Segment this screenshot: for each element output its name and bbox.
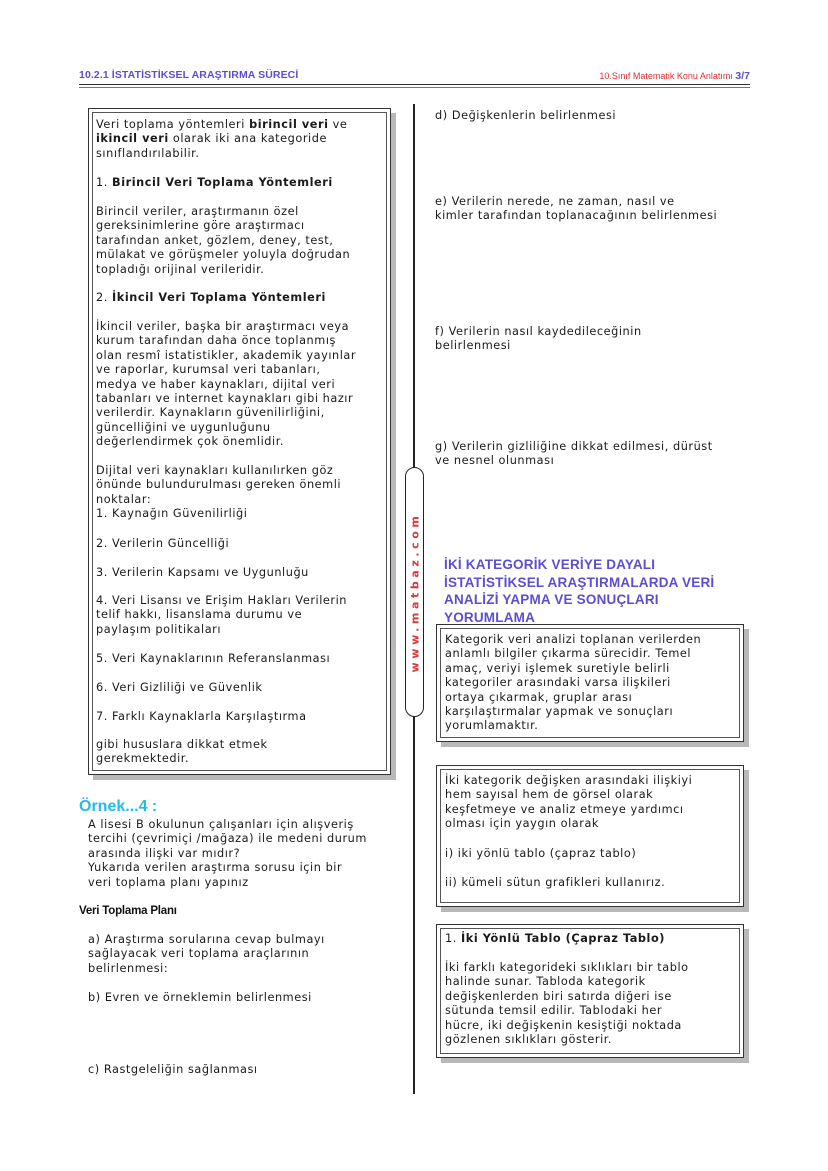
example-question: A lisesi B okulunun çalışanları için alışveriş tercihi (çevrimiçi /mağaza) ile medeni durum arasında ilişki var mıdır? Yukarıda verilen araştırma sorusu için bir veri toplama planı yapınız <box>88 818 367 889</box>
plan-step-g: g) Verilerin gizliliğine dikkat edilmesi, dürüst ve nesnel olunması <box>435 440 713 468</box>
header-title: 10.2.1 İSTATİSTİKSEL ARAŞTIRMA SÜRECİ <box>79 69 299 81</box>
intro-line: ikincil veri olarak iki ana kategoride <box>96 132 327 146</box>
plan-step-f: f) Verilerin nasıl kaydedileceğinin belirlenmesi <box>435 325 642 353</box>
heading-secondary-data: 2. İkincil Veri Toplama Yöntemleri <box>96 291 326 304</box>
section-title: İKİ KATEGORİK VERİYE DAYALI İSTATİSTİKSEL ARAŞTIRMALARDA VERİ ANALİZİ YAPMA VE SONUÇLARI YORUMLAMA <box>444 557 715 625</box>
list-item-license: 4. Veri Lisansı ve Erişim Hakları Verilerin telif hakkı, lisanslama durumu ve paylaşım politikaları <box>96 594 347 636</box>
plan-title: Veri Toplama Planı <box>79 905 177 917</box>
list-item: 3. Verilerin Kapsamı ve Uygunluğu <box>96 566 309 579</box>
header-page-number: 3/7 <box>735 70 750 82</box>
header-course: 10.Sınıf Matematik Konu Anlatımı <box>599 71 736 81</box>
header-rule <box>79 84 750 85</box>
watermark: www.matbaz.com <box>408 512 422 672</box>
cross-table-heading: 1. İki Yönlü Tablo (Çapraz Tablo) <box>445 932 665 945</box>
list-item: 2. Verilerin Güncelliği <box>96 537 230 550</box>
cross-table-text: İki farklı kategorideki sıklıkları bir tablo halinde sunar. Tabloda kategorik değişkenlerden biri satırda diğeri ise sütunda temsil edilir. Tablodaki her hücre, iki değişkenin kesiştiği noktada gözlenen sıklıkları gösterir. <box>445 961 689 1047</box>
primary-data-paragraph: Birincil veriler, araştırmanın özel gereksinimlerine göre araştırmacı tarafından anket, gözlem, deney, test, mülakat ve görüşmeler yoluyla doğrudan topladığı orijinal verileridir. <box>96 205 351 276</box>
example-title: Örnek...4 : <box>79 798 158 815</box>
header-page-info <box>599 70 750 82</box>
header-rule-secondary <box>79 87 750 88</box>
heading-primary-data: 1. Birincil Veri Toplama Yöntemleri <box>96 176 333 189</box>
plan-step-b: b) Evren ve örneklemin belirlenmesi <box>88 991 312 1004</box>
intro-line: Veri toplama yöntemleri birincil veri ve <box>96 118 348 131</box>
plan-step-c: c) Rastgeleliğin sağlanması <box>88 1063 258 1076</box>
secondary-data-paragraph: İkincil veriler, başka bir araştırmacı veya kurum tarafından daha önce toplanmış olan resmî istatistikler, akademik yayınlar ve raporlar, kurumsal veri tabanları, medya ve haber kaynakları, dijital veri tabanları ve internet kaynakları gibi hazır verilerdir. Kaynakların güvenilirliğini, güncelliğini ve uygunluğunu değerlendirmek çok önemlidir. <box>96 320 357 449</box>
list-item: 7. Farklı Kaynaklarla Karşılaştırma <box>96 710 307 723</box>
plan-step-a: a) Araştırma sorularına cevap bulmayı sağlayacak veri toplama araçlarının belirlenmesi: <box>88 933 325 975</box>
plan-step-e: e) Verilerin nerede, ne zaman, nasıl ve kimler tarafından toplanacağının belirlenmesi <box>435 195 718 223</box>
closing-paragraph: gibi hususlara dikkat etmek gerekmektedir. <box>96 738 268 766</box>
list-item: 1. Kaynağın Güvenilirliği <box>96 507 248 521</box>
method-item: ii) kümeli sütun grafikleri kullanırız. <box>445 876 666 889</box>
plan-step-d: d) Değişkenlerin belirlenmesi <box>435 109 617 122</box>
list-item: 5. Veri Kaynaklarının Referanslanması <box>96 652 331 665</box>
method-item: i) iki yönlü tablo (çapraz tablo) <box>445 847 637 860</box>
intro-line: sınıflandırılabilir. <box>96 146 200 160</box>
list-item: 6. Veri Gizliliği ve Güvenlik <box>96 681 263 694</box>
analysis-methods-text: İki kategorik değişken arasındaki ilişkiyi hem sayısal hem de görsel olarak keşfetmeye ve analiz etmeye yardımcı olması için yaygın olarak <box>445 774 693 831</box>
intro-paragraph <box>96 118 386 161</box>
categorical-analysis-text: Kategorik veri analizi toplanan verilerden anlamlı bilgiler çıkarma sürecidir. Temel amaç, veriyi işlemek suretiyle belirli kategoriler arasındaki varsa ilişkileri ortaya çıkarmak, gruplar arası karşılaştırmalar yapmak ve sonuçları yorumlamaktır. <box>445 633 702 733</box>
digital-sources-paragraph: Dijital veri kaynakları kullanılırken göz önünde bulundurulması gereken önemli noktalar: 1. Kaynağın Güvenilirliği <box>96 464 386 522</box>
